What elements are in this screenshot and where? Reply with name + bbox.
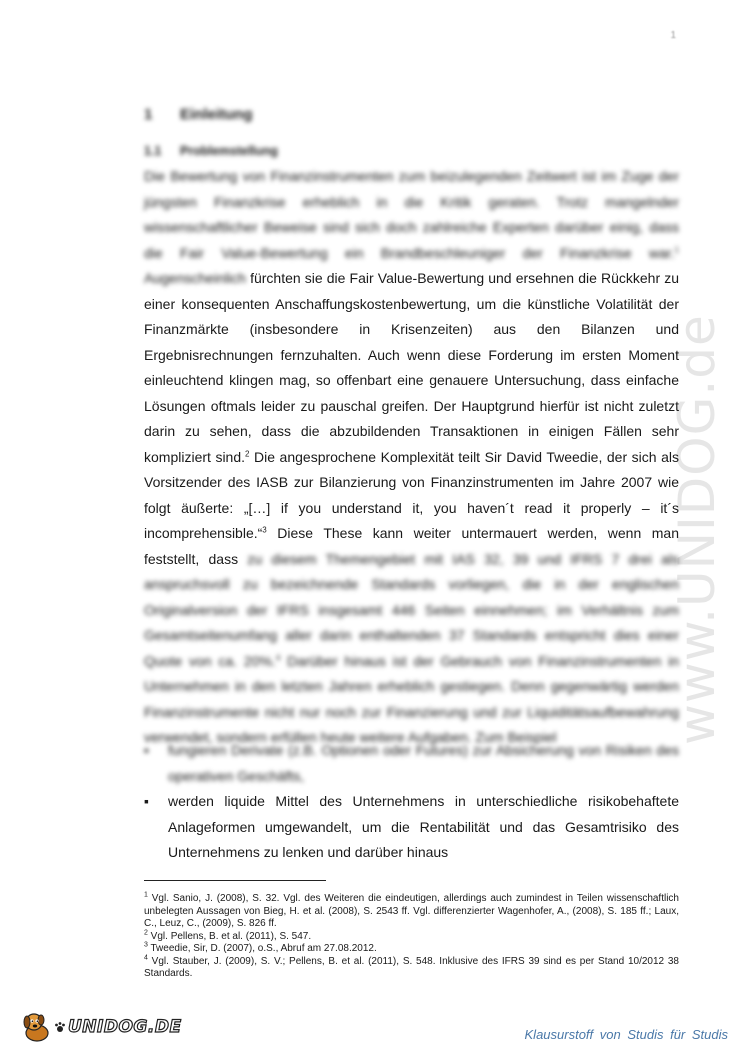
paw-icon: [54, 1021, 66, 1033]
footnote-3: $^3$ Tweedie, Sir, D. (2007), o.S., Abruf am 27.08.2012.: [144, 941, 377, 954]
bullet-text: werden liquide Mittel des Unternehmens in unterschiedliche risikobehaftete Anlageformen umgewandelt, um die Rentabilität und das Gesamtrisiko des Unternehmens zu lenken und darüber hinaus: [168, 793, 679, 860]
footnote-ref-1: 1: [674, 244, 679, 254]
watermark-text: www.UNIDOG.de: [668, 314, 726, 745]
footnote-4: $^4$ Vgl. Stauber, J. (2009), S. V.; Pellens, B. et al. (2011), S. 548. Inklusive des IFRS 39 sind es per Stand 10/2012 38 Standards.: [144, 954, 679, 979]
clear-text-1: fürchten sie die Fair Value-Bewertung und ersehnen die Rückkehr zu einer konsequenten Anschaffungskostenbewertung, um die künstliche Volatilität der Finanzmärkte (insbesondere in Krisenzeiten) aus den Bilanzen und Ergebnisrechnungen fernzuhalten. Auch wenn diese Forderung im ersten Moment einleuchtend klingen mag, so offenbart eine genauere Untersuchung, dass einfache Lösungen oftmals leider zu pauschal greifen. Der Hauptgrund hierfür ist nicht zuletzt darin zu sehen, dass die abzubildenden Transaktionen in einigen Fällen sehr kompliziert sind.: [144, 270, 679, 465]
main-paragraph: [144, 164, 679, 751]
section-number: 1.1: [144, 144, 162, 158]
blurred-text-top: Die Bewertung von Finanzinstrumenten zum beizulegenden Zeitwert ist im Zuge der jüngsten Finanzkrise erheblich in die Kritik geraten. Trotz mangelnder wissenschaftlicher Beweise sind sich doch zahlreiche Experten darüber einig, dass die Fair Value-Bewertung ein Brandbeschleuniger der Finanzkrise war.$^1$ Augenscheinlich: [144, 168, 679, 286]
footnote-1: $^1$ Vgl. Sanio, J. (2008), S. 32. Vgl. des Weiteren die eindeutigen, allerdings auch zumindest in Teilen wissenschaftlich unbelegten Aussagen von Bieg, H. et al. (2008), S. 2543 ff. Vgl. differenzierter Wagenhofer, A., (2008), S. 185 ff.; Laux, C., Leuz, C., (2009), S. 826 ff.: [144, 891, 679, 929]
page-number: 1: [670, 30, 676, 41]
footnote-ref-4: 4: [275, 652, 281, 662]
clear-text-3: Diese These kann weiter untermauert werden, wenn man feststellt, dass: [144, 525, 679, 567]
clear-text-2: Die angesprochene Komplexität teilt Sir David Tweedie, der sich als Vorsitzender des IASB zur Bilanzierung von Finanzinstrumenten im Jahre 2007 wie folgt äußerte: „[…] if you understand it, you haven´t read it properly – it´s incomprehensible.“: [144, 448, 679, 541]
section-title: Problemstellung: [180, 144, 278, 158]
dog-icon: [20, 1010, 54, 1044]
tagline: Klausurstoff von Studis für Studis: [524, 1027, 728, 1042]
watermark: [668, 245, 750, 745]
logo-text: UNIDOG.DE: [68, 1017, 182, 1037]
section-heading: [144, 144, 278, 158]
chapter-title: Einleitung: [180, 106, 253, 123]
bullet-item-2: [144, 789, 679, 866]
footnote-2: $^2$ Vgl. Pellens, B. et al. (2011), S. 547.: [144, 929, 312, 942]
footnote-divider: [144, 880, 326, 881]
bullet-item-1: [144, 738, 679, 789]
footnotes: [144, 893, 679, 981]
blurred-text-bottom: zu diesem Themengebiet mit IAS 32, 39 und IFRS 7 drei als anspruchsvoll zu bezeichnende Standards vorliegen, die in der englischen Originalversion der IFRS insgesamt 446 Seiten einnehmen; im Verhältnis zum Gesamtseitenumfang aller darin enthaltenden 37 Standards entspricht dies einer Quote von ca. 20%.$^4$ Darüber hinaus ist der Gebrauch von Finanzinstrumenten in Unternehmen in den letzten Jahren erheblich gestiegen. Denn gegenwärtig werden Finanzinstrumente nicht nur noch zur Finanzierung und zur Liquiditätsaufbewahrung verwendet, sondern erfüllen heute weitere Aufgaben. Zum Beispiel: [144, 550, 680, 745]
unidog-logo: [20, 1010, 182, 1044]
footnote-ref-2: 2: [245, 448, 250, 458]
bullet-marker: ▪: [144, 793, 149, 809]
bullet-text: fungieren Derivate (z.B. Optionen oder Futures) zur Absicherung von Risiken des operativen Geschäfts,: [168, 742, 679, 784]
chapter-number: 1: [144, 106, 153, 123]
footnote-ref-3: 3: [262, 525, 267, 535]
bullet-marker: ▪: [144, 742, 149, 758]
chapter-heading: [144, 106, 253, 123]
